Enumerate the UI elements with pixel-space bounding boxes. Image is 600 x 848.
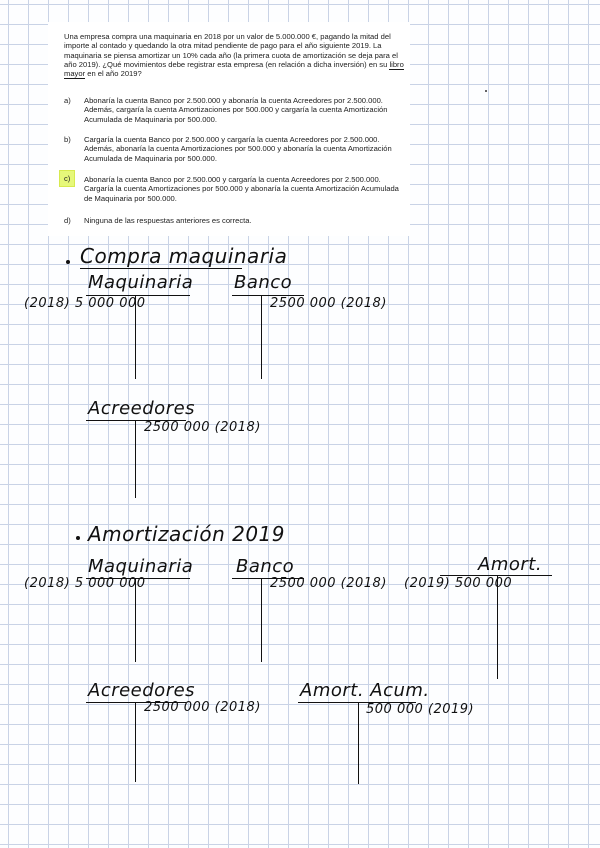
amort-acum-credit-entry: 500 000 (2019) <box>366 702 475 717</box>
taccount-acreedores-vline <box>135 702 136 782</box>
option-d-text: Ninguna de las respuestas anteriores es correcta. <box>84 216 252 225</box>
taccount-acreedores-title: Acreedores <box>88 680 196 701</box>
option-c-text: Abonaría la cuenta Banco por 2.500.000 y cargaría la cuenta Acreedores por 2.500.000. Cargaría la cuenta Amortizaciones por 500.000 y abonaría la cuenta Amortización Acumulada de Maquinaria por 500.000. <box>84 175 399 203</box>
taccount-maquinaria-title: Maquinaria <box>88 272 194 293</box>
section2-heading: Amortización 2019 <box>88 522 285 546</box>
option-c-letter: c) <box>60 171 74 186</box>
banco-credit-entry: 2500 000 (2018) <box>270 296 387 311</box>
acreedores-credit-entry: 2500 000 (2018) <box>144 700 261 715</box>
section1-heading-underline <box>80 268 242 269</box>
maquinaria-debit-entry: (2018) 5 000 000 <box>24 296 146 311</box>
option-a-letter: a) <box>64 96 71 105</box>
taccount-amort-title: Amort. <box>478 554 543 575</box>
taccount-banco-vline <box>261 578 262 662</box>
question-stem <box>64 32 404 78</box>
taccount-banco-title: Banco <box>234 272 293 293</box>
amort-debit-entry: (2019) 500 000 <box>404 576 513 591</box>
taccount-amort-acum-vline <box>358 702 359 784</box>
taccount-acreedores-title: Acreedores <box>88 398 196 419</box>
question-card <box>48 22 410 236</box>
option-a-text: Abonaría la cuenta Banco por 2.500.000 y abonaría la cuenta Acreedores por 2.500.000. Además, cargaría la cuenta Amortizaciones por 500.000 y cargaría la cuenta Amortización Acumulada de Maquinaria por 500.000. <box>84 96 388 124</box>
underlined-libro-mayor: libro mayor <box>64 59 404 79</box>
bullet-dot <box>66 260 70 264</box>
taccount-maquinaria-title: Maquinaria <box>88 556 194 577</box>
maquinaria-debit-entry: (2018) 5 000 000 <box>24 576 146 591</box>
taccount-amort-acum-title: Amort. Acum. <box>300 680 430 701</box>
question-stem-end: en el año 2019? <box>87 69 142 79</box>
question-stem-text: Una empresa compra una maquinaria en 2018 por un valor de 5.000.000 €, pagando la mitad del importe al contado y quedando la otra mitad pendiente de pago para el año siguiente 2019. La maquinaria se piensa amortizar un 10% cada año (la primera cuota de amortización se deja para el año 2019). ¿Qué movimientos debe registrar esta empresa (en relación a dicha inversión) en su <box>64 32 398 69</box>
taccount-banco-title: Banco <box>236 556 295 577</box>
banco-credit-entry: 2500 000 (2018) <box>270 576 387 591</box>
section1-heading: Compra maquinaria <box>80 244 288 268</box>
option-d-letter: d) <box>64 216 71 225</box>
taccount-acreedores-vline <box>135 420 136 498</box>
option-b-text: Cargaría la cuenta Banco por 2.500.000 y cargaría la cuenta Acreedores por 2.500.000. Además, abonaría la cuenta Amortizaciones por 500.000 y abonaría la cuenta Amortización Acumulada de Maquinaria por 500.000. <box>84 135 392 163</box>
taccount-banco-vline <box>261 295 262 379</box>
bullet-dot <box>76 536 80 540</box>
stray-dot <box>485 90 487 92</box>
option-b-letter: b) <box>64 135 71 144</box>
acreedores-credit-entry: 2500 000 (2018) <box>144 420 261 435</box>
